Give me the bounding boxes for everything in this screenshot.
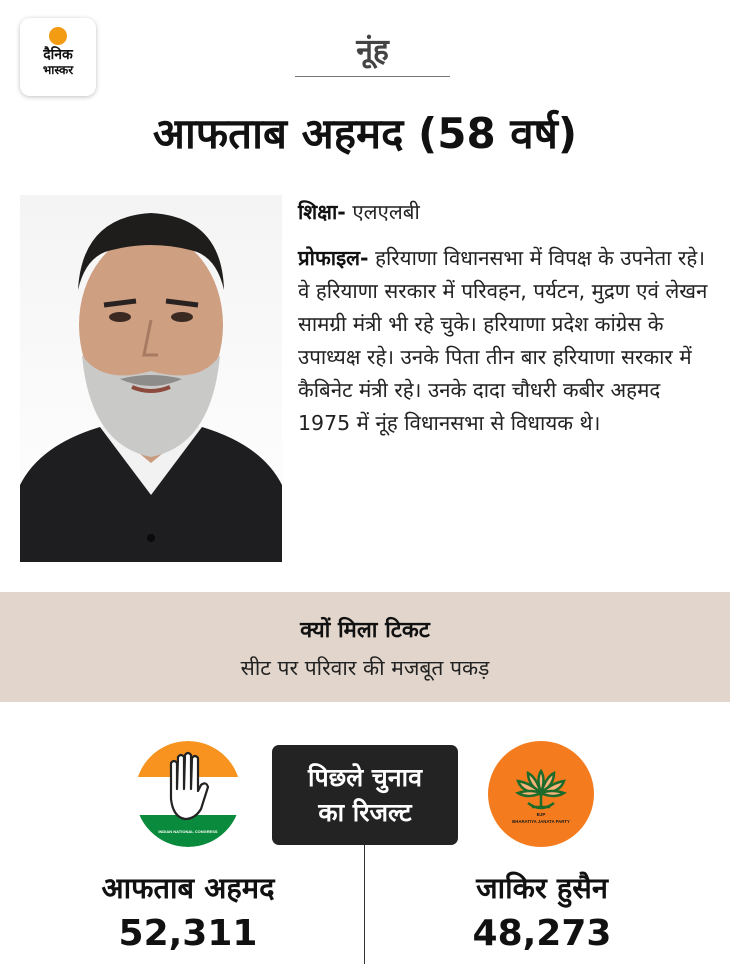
candidate-1-votes: 52,311	[118, 913, 258, 954]
results-divider	[364, 845, 365, 964]
result-box-line2: का रिजल्ट	[318, 798, 412, 827]
district-name: नूंह	[356, 33, 389, 68]
ticket-reason: सीट पर परिवार की मजबूत पकड़	[240, 656, 490, 680]
education-value: एलएलबी	[352, 200, 420, 224]
bjp-logo	[488, 741, 594, 847]
bjp-logo-full: BHARATIYA JANATA PARTY	[512, 819, 570, 824]
district-underline	[295, 76, 450, 77]
education-line	[298, 196, 718, 229]
previous-result-box	[272, 745, 458, 845]
education-label: शिक्षा-	[298, 200, 346, 224]
congress-logo-text: INDIAN NATIONAL CONGRESS	[158, 829, 218, 834]
candidate-2-votes: 48,273	[472, 913, 612, 954]
congress-logo	[135, 741, 241, 847]
logo-text-line2: भास्कर	[42, 63, 74, 77]
dainik-bhaskar-logo	[20, 18, 96, 96]
ticket-heading: क्यों मिला टिकट	[300, 618, 430, 643]
logo-text-line1: दैनिक	[43, 47, 73, 63]
bjp-logo-short: BJP	[536, 812, 546, 817]
candidate-title: आफताब अहमद (58 वर्ष)	[152, 109, 578, 158]
candidate-bio	[298, 196, 718, 440]
candidate-1-name: आफताब अहमद	[101, 871, 275, 905]
profile-paragraph	[298, 242, 718, 440]
result-box-line1: पिछले चुनाव	[308, 763, 422, 792]
profile-label: प्रोफाइल-	[298, 246, 369, 270]
profile-text: हरियाणा विधानसभा में विपक्ष के उपनेता रहे। वे हरियाणा सरकार में परिवहन, पर्यटन, मुद्रण एवं लेखन सामग्री मंत्री भी रहे चुके। हरियाणा प्रदेश कांग्रेस के उपाध्यक्ष रहे। उनके पिता तीन बार हरियाणा सरकार में कैबिनेट मंत्री रहे। उनके दादा चौधरी कबीर अहमद 1975 में नूंह विधानसभा से विधायक थे।	[298, 246, 708, 435]
ticket-reason-banner	[0, 592, 730, 702]
sun-icon	[49, 27, 67, 45]
candidate-photo	[20, 195, 282, 562]
candidate-2-name: जाकिर हुसैन	[476, 871, 608, 905]
